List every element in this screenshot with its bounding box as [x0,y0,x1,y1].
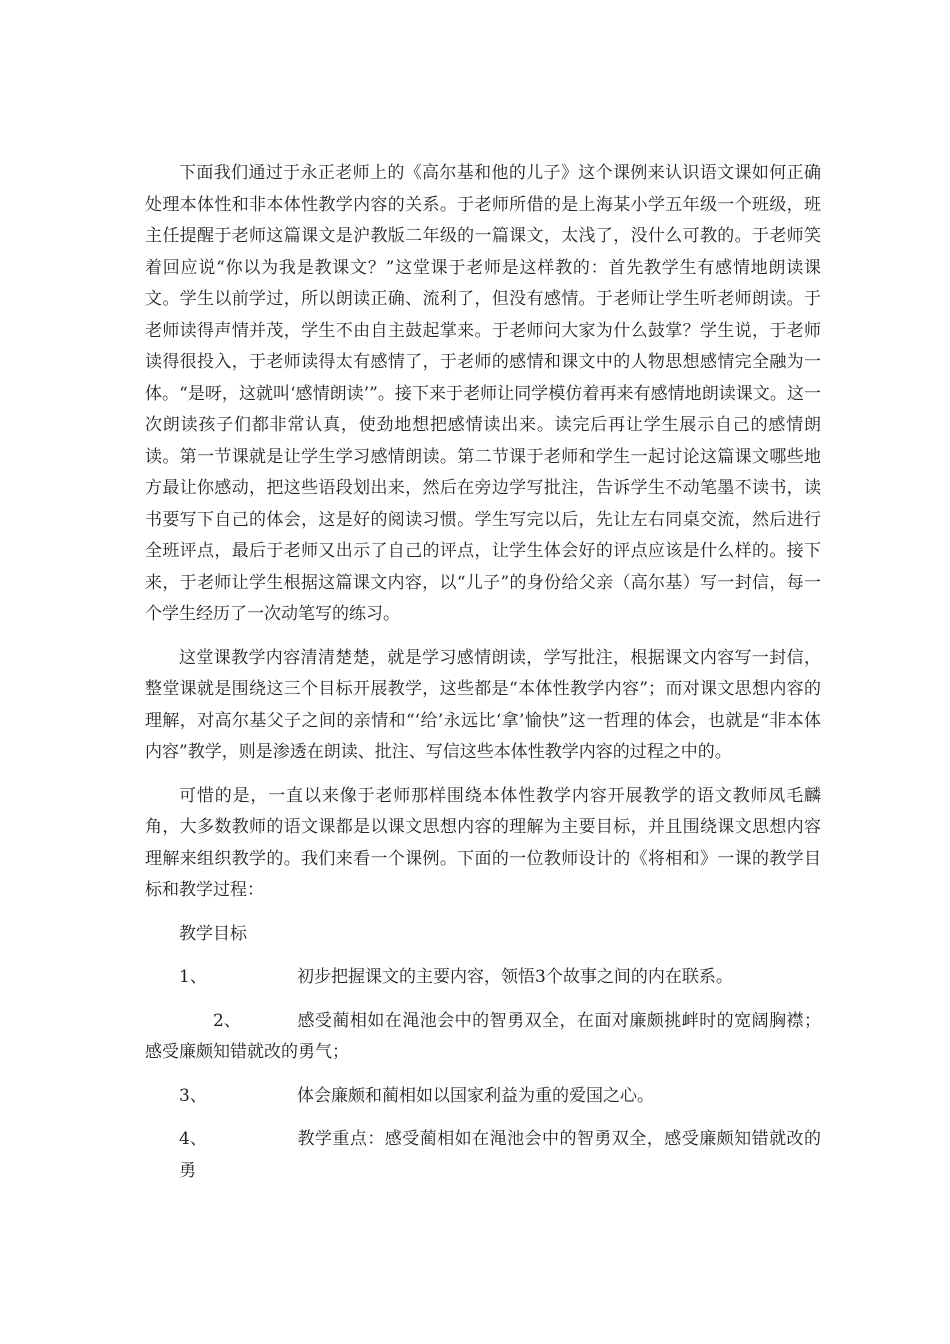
paragraph-1: 下面我们通过于永正老师上的《高尔基和他的儿子》这个课例来认识语文课如何正确处理本体性和非本体性教学内容的关系。于老师所借的是上海某小学五年级一个班级，班主任提醒于老师这篇课文是沪教版二年级的一篇课文，太浅了，没什么可教的。于老师笑着回应说“你以为我是教课文？”这堂课于老师是这样教的：首先教学生有感情地朗读课文。学生以前学过，所以朗读正确、流利了，但没有感情。于老师让学生听老师朗读。于老师读得声情并茂，学生不由自主鼓起掌来。于老师问大家为什么鼓掌？学生说，于老师读得很投入，于老师读得太有感情了，于老师的感情和课文中的人物思想感情完全融为一体。“是呀，这就叫‘感情朗读’”。接下来于老师让同学模仿着再来有感情地朗读课文。这一次朗读孩子们都非常认真，使劲地想把感情读出来。读完后再让学生展示自己的感情朗读。第一节课就是让学生学习感情朗读。第二节课于老师和学生一起讨论这篇课文哪些地方最让你感动，把这些语段划出来，然后在旁边学写批注，告诉学生不动笔墨不读书，读书要写下自己的体会，这是好的阅读习惯。学生写完以后，先让左右同桌交流，然后进行全班评点，最后于老师又出示了自己的评点，让学生体会好的评点应该是什么样的。接下来，于老师让学生根据这篇课文内容，以“儿子”的身份给父亲（高尔基）写一封信，每一个学生经历了一次动笔写的练习。 [145,163,821,624]
section-heading-objectives: 教学目标 [179,923,247,944]
list-item [145,1006,821,1069]
list-item-text: 教学重点：感受蔺相如在渑池会中的智勇双全，感受廉颇知错就改的勇 [179,1129,821,1181]
list-item-number: 1、 [179,967,207,987]
list-item-number: 3、 [179,1085,207,1106]
list-item [145,1124,821,1187]
list-item-number: 4、 [179,1129,207,1149]
list-item-text: 体会廉颇和蔺相如以国家利益为重的爱国之心。 [297,1085,654,1106]
list-item [145,962,821,994]
list-item-text: 初步把握课文的主要内容，领悟3个故事之间的内在联系。 [297,967,733,987]
document-page [145,158,821,1187]
paragraph-3: 可惜的是，一直以来像于老师那样围绕本体性教学内容开展教学的语文教师凤毛麟角，大多数教师的语文课都是以课文思想内容的理解为主要目标，并且围绕课文思想内容理解来组织教学的。我们来看一个课例。下面的一位教师设计的《将相和》一课的教学目标和教学过程： [145,785,821,900]
list-item-text: 感受蔺相如在渑池会中的智勇双全，在面对廉颇挑衅时的宽阔胸襟；感受廉颇知错就改的勇气； [145,1010,821,1062]
list-item [145,1081,821,1113]
list-item-number: 2、 [213,1010,241,1031]
paragraph-2: 这堂课教学内容清清楚楚，就是学习感情朗读，学写批注，根据课文内容写一封信，整堂课就是围绕这三个目标开展教学，这些都是“本体性教学内容”；而对课文思想内容的理解，对高尔基父子之间的亲情和“‘给’永远比‘拿’愉快”这一哲理的体会，也就是“非本体内容”教学，则是渗透在朗读、批注、写信这些本体性教学内容的过程之中的。 [145,647,821,762]
